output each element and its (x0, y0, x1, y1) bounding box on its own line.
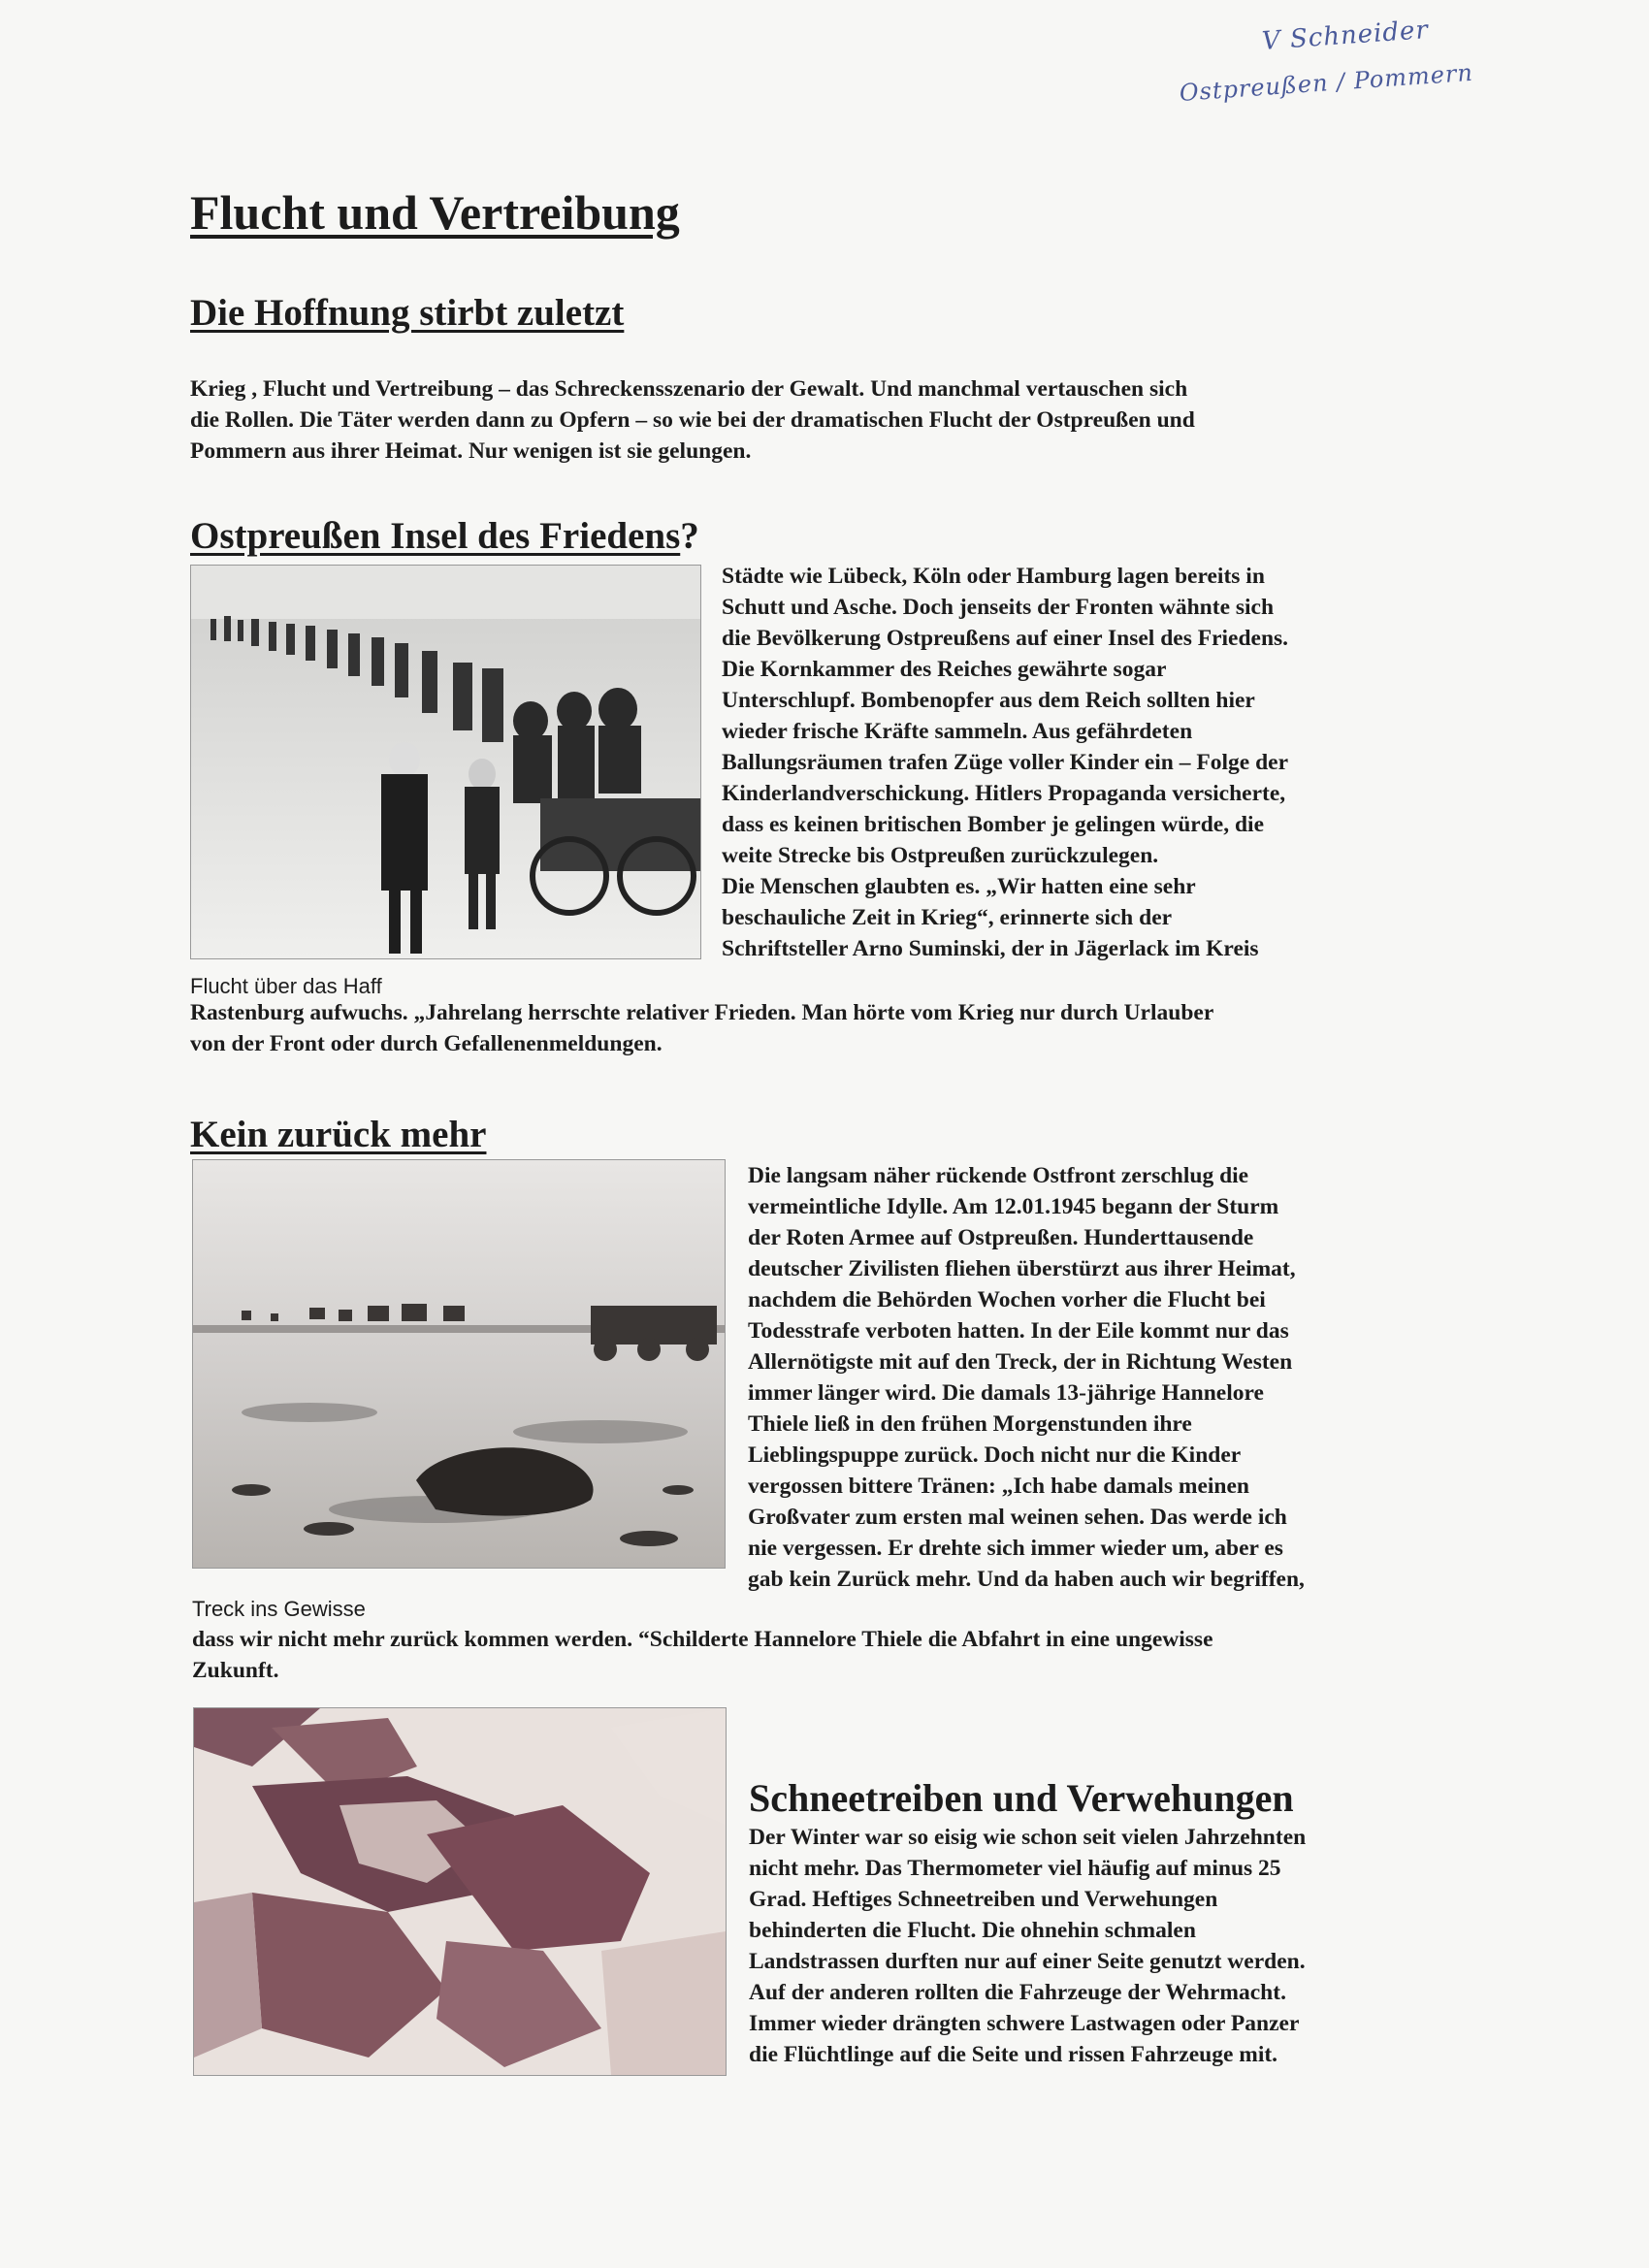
section3-line: nie vergessen. Er drehte sich immer wieder um, aber es (748, 1536, 1283, 1561)
section2-heading-text: Ostpreußen Insel des Friedens (190, 515, 681, 557)
photo-trek-uncertain (192, 1159, 726, 1569)
section2-line: Unterschlupf. Bombenopfer aus dem Reich sollten hier (722, 688, 1255, 713)
section3-line: Lieblingspuppe zurück. Doch nicht nur die Kinder (748, 1442, 1242, 1468)
section1-line: die Rollen. Die Täter werden dann zu Opfern – so wie bei der dramatischen Flucht der Ostpreußen und (190, 407, 1195, 433)
section4-line: Immer wieder drängten schwere Lastwagen oder Panzer (749, 2011, 1300, 2036)
section3-line: Großvater zum ersten mal weinen sehen. Das werde ich (748, 1505, 1287, 1530)
section2-bottom-line: Rastenburg aufwuchs. „Jahrelang herrschte relativer Frieden. Man hörte vom Krieg nur durch Urlauber (190, 1000, 1214, 1025)
section1-heading: Die Hoffnung stirbt zuletzt (190, 292, 625, 334)
section2-line: Ballungsräumen trafen Züge voller Kinder ein – Folge der (722, 750, 1289, 775)
handwritten-note-line1: V Schneider (1261, 15, 1430, 56)
section2-photo-caption: Flucht über das Haff (190, 974, 382, 998)
section3-line: vergossen bittere Tränen: „Ich habe damals meinen (748, 1474, 1249, 1499)
section3-line: deutscher Zivilisten fliehen überstürzt aus ihrer Heimat, (748, 1256, 1296, 1281)
page-title: Flucht und Vertreibung (190, 185, 680, 240)
section4-heading: Schneetreiben und Verwehungen (749, 1776, 1294, 1820)
section3-line: Allernötigste mit auf den Treck, der in Richtung Westen (748, 1349, 1293, 1375)
section4-line: behinderten die Flucht. Die ohnehin schmalen (749, 1918, 1196, 1943)
section2-heading-mark: ? (680, 515, 699, 557)
section4-line: die Flüchtlinge auf die Seite und rissen Fahrzeuge mit. (749, 2042, 1278, 2067)
section2-line: beschauliche Zeit in Krieg“, erinnerte sich der (722, 905, 1173, 930)
section2-line: die Bevölkerung Ostpreußens auf einer Insel des Friedens. (722, 626, 1289, 651)
section3-line: Thiele ließ in den frühen Morgenstunden ihre (748, 1411, 1192, 1437)
section4-line: Auf der anderen rollten die Fahrzeuge der Wehrmacht. (749, 1980, 1286, 2005)
section1-paragraph (190, 373, 1451, 467)
section2-line: Kinderlandverschickung. Hitlers Propaganda versicherte, (722, 781, 1286, 806)
section3-line: Todesstrafe verboten hatten. In der Eile kommt nur das (748, 1318, 1289, 1344)
section3-line: vermeintliche Idylle. Am 12.01.1945 begann der Sturm (748, 1194, 1279, 1219)
section2-bottom-line: von der Front oder durch Gefallenenmeldungen. (190, 1031, 663, 1056)
section3-photo-caption: Treck ins Gewisse (192, 1597, 366, 1621)
section2-line: wieder frische Kräfte sammeln. Aus gefährdeten (722, 719, 1193, 744)
section2-line: weite Strecke bis Ostpreußen zurückzulegen. (722, 843, 1159, 868)
section2-line: Schriftsteller Arno Suminski, der in Jägerlack im Kreis (722, 936, 1259, 961)
section2-heading (190, 514, 699, 558)
section4-line: Landstrassen durften nur auf einer Seite genutzt werden. (749, 1949, 1306, 1974)
section4-line: Grad. Heftiges Schneetreiben und Verwehungen (749, 1887, 1218, 1912)
section2-side-paragraph (722, 561, 1459, 964)
section2-bottom-paragraph (190, 997, 1471, 1059)
section3-bottom-line: dass wir nicht mehr zurück kommen werden. “Schilderte Hannelore Thiele die Abfahrt in eine ungewisse (192, 1627, 1213, 1652)
section1-line: Pommern aus ihrer Heimat. Nur wenigen ist sie gelungen. (190, 438, 752, 464)
handwritten-note-line2: Ostpreußen / Pommern (1179, 58, 1474, 107)
section2-line: Die Menschen glaubten es. „Wir hatten eine sehr (722, 874, 1196, 899)
section2-line: Städte wie Lübeck, Köln oder Hamburg lagen bereits in (722, 564, 1265, 589)
photo-flight-over-lagoon (190, 565, 701, 959)
photo-snowstorm (193, 1707, 727, 2076)
section2-line: Die Kornkammer des Reiches gewährte sogar (722, 657, 1167, 682)
section4-line: nicht mehr. Das Thermometer viel häufig auf minus 25 (749, 1856, 1281, 1881)
section1-line: Krieg , Flucht und Vertreibung – das Schreckensszenario der Gewalt. Und manchmal vertauschen sich (190, 376, 1188, 402)
section3-line: nachdem die Behörden Wochen vorher die Flucht bei (748, 1287, 1266, 1312)
section3-side-paragraph (748, 1160, 1485, 1595)
section3-bottom-paragraph (192, 1624, 1472, 1686)
section3-line: gab kein Zurück mehr. Und da haben auch wir begriffen, (748, 1567, 1305, 1592)
section3-line: immer länger wird. Die damals 13-jährige Hannelore (748, 1380, 1264, 1406)
section3-line: Die langsam näher rückende Ostfront zerschlug die (748, 1163, 1249, 1188)
section3-bottom-line: Zukunft. (192, 1658, 279, 1683)
section2-line: Schutt und Asche. Doch jenseits der Fronten wähnte sich (722, 595, 1275, 620)
section3-heading: Kein zurück mehr (190, 1114, 487, 1155)
section4-side-paragraph (749, 1822, 1486, 2070)
section2-line: dass es keinen britischen Bomber je gelingen würde, die (722, 812, 1265, 837)
section4-line: Der Winter war so eisig wie schon seit vielen Jahrzehnten (749, 1825, 1307, 1850)
section3-line: der Roten Armee auf Ostpreußen. Hunderttausende (748, 1225, 1254, 1250)
